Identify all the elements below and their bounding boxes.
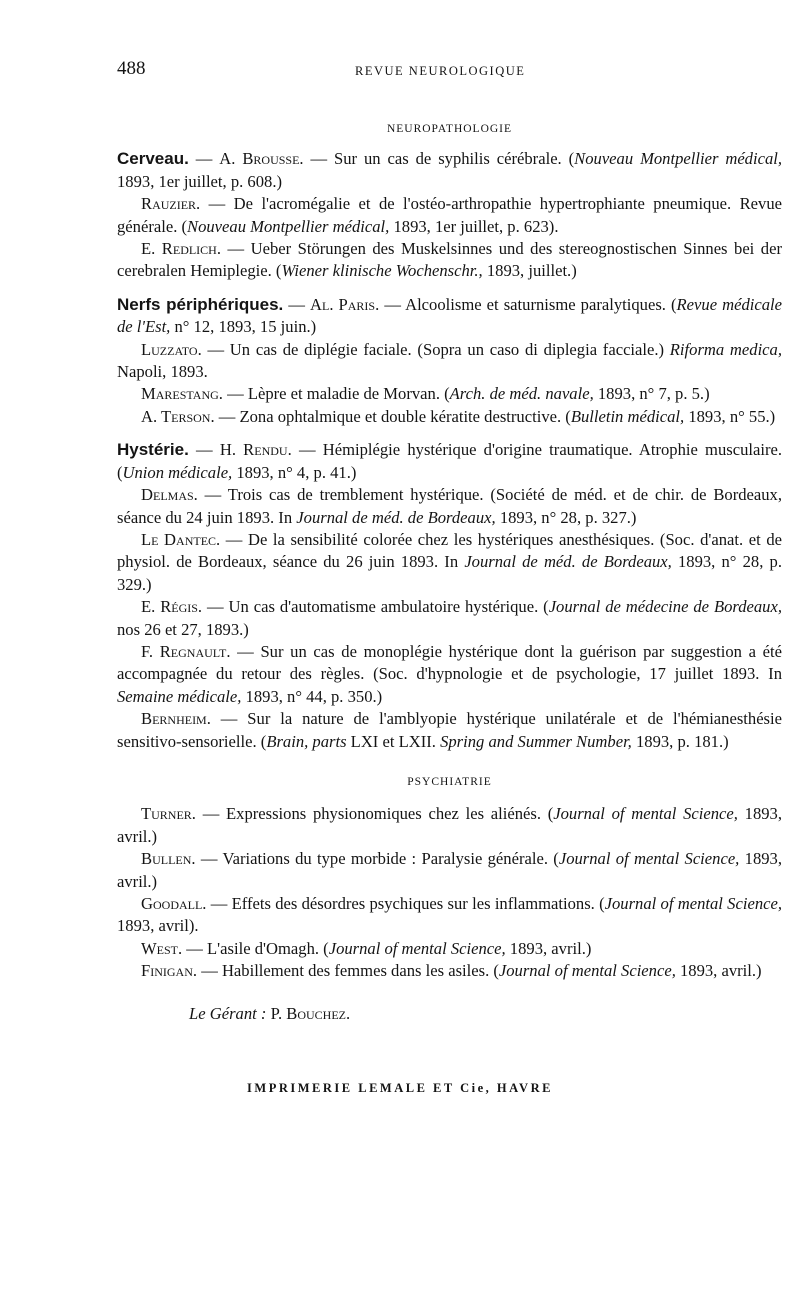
- entry-text: — Effets des désordres psychiques sur les inflammations. (: [206, 894, 605, 913]
- entry-ref: 1893, avril.): [117, 804, 783, 846]
- bibliography-entry: [117, 238, 782, 283]
- author-name: West.: [141, 938, 183, 958]
- journal-source: Bulletin médical,: [570, 406, 685, 426]
- entry-ref: 1893, n° 4, p. 41.): [232, 462, 357, 482]
- entry-ref: 1893, juillet.): [482, 261, 577, 281]
- journal-source: Brain, parts: [266, 731, 347, 751]
- author-name: E. Redlich.: [141, 239, 221, 259]
- journal-source: Revue médicale de l'Est,: [117, 294, 783, 337]
- entry-ref: 1893, avril).: [117, 916, 199, 936]
- bibliography-entry: Cerveau. — A. Brousse. — Sur un cas de syphilis cérébrale. (Nouveau Montpellier médical, 1893, 1er juillet, p. 608.): [117, 149, 783, 191]
- entry-text: — Expressions physionomiques chez les aliénés. (: [195, 804, 554, 824]
- bibliography-entry: Hystérie. — H. Rendu. — Hémiplégie hystérique d'origine traumatique. Atrophie musculaire. (Union médicale, 1893, n° 4, p. 41.): [117, 440, 783, 482]
- bibliography-entry: [117, 529, 782, 596]
- entry-ref: 1893, 1er juillet, p. 608.): [117, 171, 282, 191]
- author-name: Goodall.: [141, 894, 207, 913]
- entry-text: — De l'acromégalie et de l'ostéo-arthropathie hypertrophiante pneumique. Revue générale. (: [117, 194, 782, 236]
- journal-source: Journal de méd. de Bordeaux,: [464, 552, 672, 572]
- author-name: Marestang.: [141, 384, 223, 404]
- author-name: H. Rendu.: [219, 440, 292, 460]
- bibliography-entry: [117, 803, 782, 848]
- entry-text: — Un cas d'automatisme ambulatoire hystérique. (: [202, 597, 549, 617]
- entry-ref: 1893, n° 44, p. 350.): [241, 686, 383, 706]
- journal-source: Nouveau Montpellier médical,: [574, 149, 783, 169]
- journal-source: Union médicale,: [122, 462, 233, 482]
- author-name: Bullen.: [141, 849, 196, 869]
- entry-ref: n° 12, 1893, 15 juin.): [170, 317, 317, 337]
- bibliography-entry: [117, 848, 782, 893]
- section-heading-psychiatrie: PSYCHIATRIE: [407, 775, 492, 788]
- journal-source: Arch. de méd. navale,: [449, 384, 594, 404]
- journal-source: Journal of mental Science,: [328, 938, 506, 958]
- author-name: Rauzier.: [141, 194, 201, 214]
- bibliography-entry: [117, 383, 782, 405]
- section-heading-neuropathologie: NEUROPATHOLOGIE: [386, 123, 513, 135]
- signature-role: Le Gérant :: [189, 1003, 267, 1023]
- author-name: Delmas.: [141, 485, 198, 505]
- entry-text: — Hémiplégie hystérique d'origine traumatique. Atrophie musculaire. (: [117, 440, 783, 482]
- entry-text: — Un cas de diplégie faciale. (Sopra un caso di diplegia facciale.): [201, 339, 670, 359]
- imprint-text: IMPRIMERIE LEMALE ET Cie, HAVRE: [247, 1081, 553, 1095]
- bibliography-entry: [117, 596, 782, 641]
- signature-name: P. Bouchez.: [270, 1003, 351, 1023]
- entry-text: — De la sensibilité colorée chez les hystériques anesthésiques. (Soc. d'anat. et de physiol. de Bordeaux, séance du 26 juin 1893. In: [117, 529, 782, 572]
- entry-ref: 1893, p. 181.): [631, 731, 729, 751]
- author-name: Luzzato.: [141, 339, 202, 359]
- bibliography-entry: [117, 406, 782, 428]
- entry-ref: LXI et LXII.: [346, 731, 441, 751]
- author-name: Bernheim.: [141, 709, 211, 729]
- printer-imprint: [0, 1079, 800, 1097]
- journal-source: Semaine médicale,: [117, 686, 242, 706]
- entry-text: — Trois cas de tremblement hystérique. (Société de méd. et de chir. de Bordeaux, séance du 24 juin 1893. In: [117, 485, 782, 527]
- topic-heading: Nerfs périphériques.: [117, 294, 284, 314]
- bibliography-entry: Nerfs périphériques. — Al. Paris. — Alcoolisme et saturnisme paralytiques. (Revue médicale de l'Est, n° 12, 1893, 15 juin.): [117, 294, 783, 337]
- bibliography-entry: [117, 339, 782, 384]
- journal-source: Journal of mental Science,: [498, 961, 676, 981]
- journal-source: Journal of mental Science,: [558, 849, 740, 869]
- author-name: Le Dantec.: [141, 529, 221, 549]
- entry-text: — Zona ophtalmique et double kératite destructive. (: [214, 406, 571, 426]
- bibliography-entry: [117, 893, 782, 938]
- article-body: [117, 118, 782, 1025]
- entry-ref: 1893, n° 55.): [684, 406, 776, 426]
- signature: [117, 1003, 782, 1025]
- entry-text: — Habillement des femmes dans les asiles. (: [197, 961, 499, 981]
- bibliography-entry: [117, 641, 782, 708]
- author-name: Finigan.: [141, 961, 198, 981]
- author-name: Al. Paris.: [310, 294, 380, 314]
- entry-ref: 1893, avril.): [675, 961, 762, 981]
- journal-title: REVUE NEUROLOGIQUE: [355, 64, 526, 78]
- entry-text: — Sur un cas de monoplégie hystérique dont la guérison par suggestion a été accompagnée du retour des règles. (Soc. d'hypnologie et de psychologie, 17 juillet 1893. In: [117, 641, 782, 684]
- entry-ref: Napoli, 1893.: [117, 362, 208, 382]
- author-name: A. Brousse.: [219, 149, 304, 169]
- journal-source: Journal de médecine de Bordeaux,: [548, 597, 782, 617]
- topic-heading: Cerveau.: [117, 149, 189, 169]
- entry-text: — Alcoolisme et saturnisme paralytiques. (: [379, 294, 677, 314]
- journal-source: Journal de méd. de Bordeaux,: [296, 507, 496, 527]
- journal-source: Journal of mental Science,: [553, 804, 738, 824]
- entry-text: — Ueber Störungen des Muskelsinnes und des stereognostischen Sinnes bei der cerebralen Hemiplegie. (: [117, 239, 782, 281]
- entry-ref: 1893, 1er juillet, p. 623).: [389, 216, 559, 236]
- entry-ref: 1893, n° 7, p. 5.): [593, 384, 710, 404]
- bibliography-entry: [117, 193, 782, 238]
- entry-text: — L'asile d'Omagh. (: [182, 938, 329, 958]
- author-name: Turner.: [141, 804, 196, 824]
- author-name: E. Régis.: [141, 597, 203, 617]
- author-name: A. Terson.: [141, 406, 215, 426]
- author-name: F. Regnault.: [141, 641, 231, 661]
- entry-text: — Lèpre et maladie de Morvan. (: [222, 384, 450, 404]
- page-number: 488: [117, 58, 146, 79]
- entry-ref: 1893, n° 28, p. 327.): [495, 507, 637, 527]
- entry-ref: 1893, avril.): [505, 938, 592, 958]
- journal-source: Wiener klinische Wochenschr.,: [281, 261, 483, 281]
- journal-source: Riforma medica,: [669, 339, 782, 359]
- topic-heading: Hystérie.: [117, 440, 189, 460]
- entry-ref: nos 26 et 27, 1893.): [117, 619, 249, 639]
- entry-text: — Sur un cas de syphilis cérébrale. (: [303, 149, 575, 169]
- entry-text: — Variations du type morbide : Paralysie générale. (: [195, 849, 559, 869]
- bibliography-entry: [117, 484, 782, 529]
- journal-source: Journal of mental Science,: [604, 894, 782, 913]
- bibliography-entry: [117, 708, 782, 753]
- entry-text: — Sur la nature de l'amblyopie hystérique unilatérale et de l'hémianesthésie sensitivo-sensorielle. (: [117, 709, 782, 751]
- journal-source: Spring and Summer Number,: [440, 731, 632, 751]
- entry-ref: 1893, n° 28, p. 329.): [117, 552, 782, 594]
- journal-source: Nouveau Montpellier médical,: [187, 216, 390, 236]
- running-header: [0, 58, 800, 88]
- entry-ref: 1893, avril.): [117, 849, 783, 891]
- bibliography-entry: [117, 960, 782, 982]
- bibliography-entry: [117, 938, 782, 960]
